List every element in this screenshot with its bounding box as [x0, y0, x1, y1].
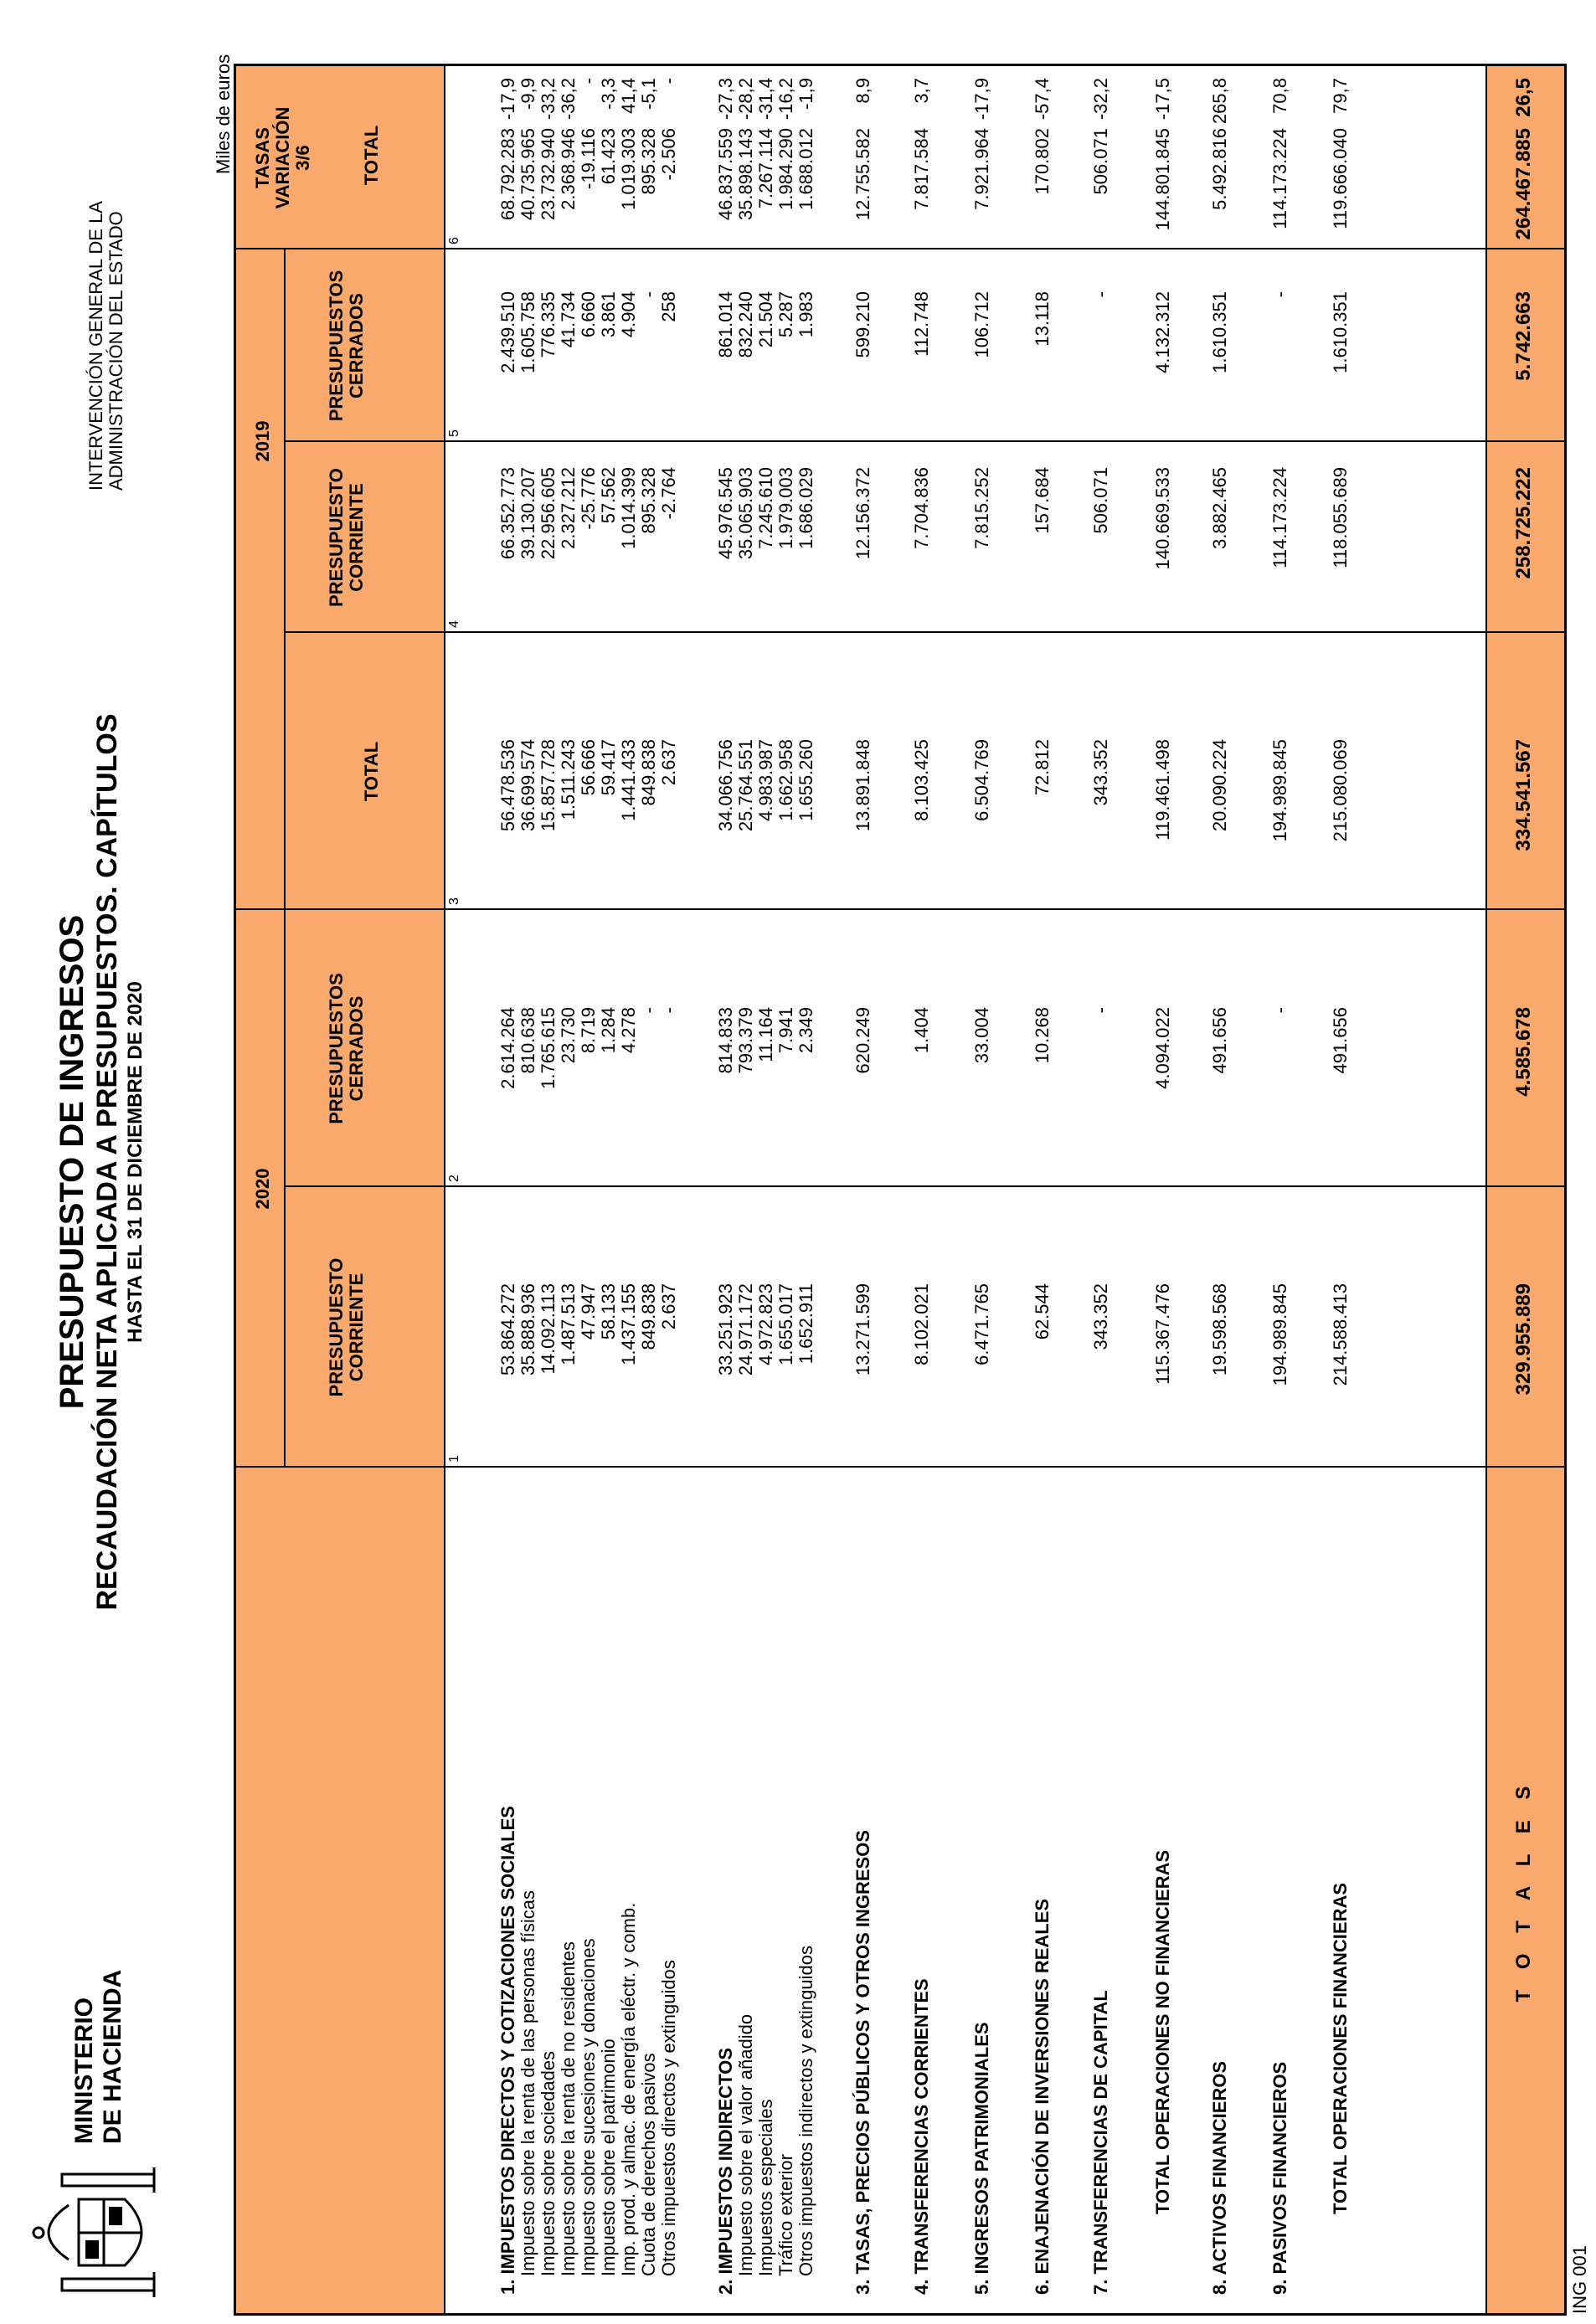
totals-value: 329.955.889 — [1512, 1283, 1535, 1396]
column-divider — [236, 908, 1564, 910]
cell-value: 1.284 — [598, 1007, 619, 1054]
revenue-table — [234, 64, 1567, 2316]
cell-value: 11.164 — [755, 1007, 776, 1062]
cell-value: 12.156.372 — [852, 467, 873, 560]
cell-value: 1.688.012 — [795, 128, 816, 210]
cell-value: 4.972.823 — [755, 1283, 776, 1365]
cell-value: 1.979.003 — [775, 467, 796, 549]
cell-value: 1.441.433 — [618, 739, 639, 821]
cell-value: 8.103.425 — [911, 739, 932, 821]
form-code: ING 001 — [1569, 2245, 1590, 2314]
cell-value: 35.065.903 — [735, 467, 756, 560]
agency-name: INTERVENCIÓN GENERAL DE LA ADMINISTRACIÓN DEL ESTADO — [85, 201, 126, 491]
cell-value: 7.817.584 — [911, 128, 932, 210]
cell-value: - — [658, 1007, 679, 1014]
header-bottom-line — [444, 66, 445, 2313]
cell-value: 40.735.965 — [517, 128, 538, 221]
cell-value: 258 — [658, 291, 679, 322]
cell-value: 5.492.816 — [1209, 128, 1230, 210]
row-label: 4. TRANSFERENCIAS CORRIENTES — [911, 1978, 932, 2295]
cell-value: 14.092.113 — [538, 1283, 559, 1375]
cell-value: 4.278 — [618, 1007, 639, 1054]
column-number: 4 — [447, 620, 461, 628]
cell-value: - — [638, 1007, 659, 1014]
cell-value: 194.989.845 — [1269, 1283, 1290, 1386]
cell-value: 79,7 — [1330, 78, 1351, 114]
cell-value: 8.719 — [578, 1007, 599, 1054]
totals-value: 264.467.885 — [1512, 128, 1535, 240]
totals-value: 5.742.663 — [1512, 291, 1535, 381]
cell-value: 7.245.610 — [755, 467, 776, 549]
cell-value: 41,4 — [618, 78, 639, 114]
cell-value: 4.983.987 — [755, 739, 776, 821]
cell-value: - — [658, 78, 679, 85]
cell-value: -2.764 — [658, 467, 679, 520]
cell-value: 1.655.017 — [775, 1283, 796, 1365]
cell-value: 491.656 — [1330, 1007, 1351, 1074]
cell-value: 214.588.413 — [1330, 1283, 1351, 1386]
cell-value: 895.328 — [638, 467, 659, 534]
row-label: 2. IMPUESTOS INDIRECTOS — [715, 2047, 736, 2295]
row-label: Cuota de derechos pasivos — [638, 2053, 659, 2276]
year-2020-header: 2020 — [252, 1168, 273, 1210]
cell-value: 4.904 — [618, 291, 639, 338]
cell-value: 2.637 — [658, 1283, 679, 1330]
row-label: Impuesto sobre la renta de no residentes — [558, 1941, 579, 2276]
cell-value: 1.014.399 — [618, 467, 639, 549]
column-header-variation: TASAS VARIACIÓN 3/6 — [252, 106, 313, 209]
cell-value: 56.478.536 — [497, 739, 518, 832]
cell-value: 115.367.476 — [1152, 1283, 1173, 1385]
cell-value: 22.956.605 — [538, 467, 559, 560]
cell-value: 23.732.940 — [538, 128, 559, 221]
cell-value: 793.379 — [735, 1007, 756, 1074]
cell-value: 5.287 — [775, 291, 796, 338]
row-label: TOTAL OPERACIONES FINANCIERAS — [1330, 1882, 1351, 2214]
cell-value: 140.669.533 — [1152, 467, 1173, 570]
cell-value: 59.417 — [598, 739, 619, 796]
cell-value: 1.686.029 — [795, 467, 816, 549]
cell-value: 13.118 — [1032, 291, 1053, 347]
cell-value: 144.801.845 — [1152, 128, 1173, 231]
cell-value: -32,2 — [1090, 78, 1111, 121]
cell-value: -27,3 — [715, 78, 736, 121]
cell-value: 53.864.272 — [497, 1283, 518, 1376]
cell-value: 620.249 — [852, 1007, 873, 1074]
row-label: Imp. prod. y almac. de energía eléctr. y comb. — [618, 1902, 639, 2276]
cell-value: 343.352 — [1090, 1283, 1111, 1350]
row-label: 1. IMPUESTOS DIRECTOS Y COTIZACIONES SOCIALES — [497, 1806, 518, 2295]
year-divider — [284, 249, 286, 1468]
cell-value: 41.734 — [558, 291, 579, 348]
row-label: 7. TRANSFERENCIAS DE CAPITAL — [1090, 1990, 1111, 2295]
cell-value: 170.802 — [1032, 128, 1053, 195]
cell-value: - — [1269, 291, 1290, 298]
cell-value: 832.240 — [735, 291, 756, 358]
cell-value: 36.699.574 — [517, 739, 538, 832]
cell-value: 13.271.599 — [852, 1283, 873, 1376]
cell-value: 10.268 — [1032, 1007, 1053, 1064]
column-number: 1 — [447, 1455, 461, 1463]
cell-value: 1.983 — [795, 291, 816, 338]
cell-value: -25.776 — [578, 467, 599, 530]
cell-value: 861.014 — [715, 291, 736, 358]
cell-value: -33,2 — [538, 78, 559, 121]
cell-value: 1.404 — [911, 1007, 932, 1054]
totals-value: 258.725.222 — [1512, 467, 1535, 579]
cell-value: 895.328 — [638, 128, 659, 195]
cell-value: 1.605.758 — [517, 291, 538, 373]
cell-value: 8.102.021 — [911, 1283, 932, 1365]
cell-value: 12.755.582 — [852, 128, 873, 221]
cell-value: -16,2 — [775, 78, 796, 121]
row-label: 6. ENAJENACIÓN DE INVERSIONES REALES — [1032, 1898, 1053, 2295]
cell-value: 25.764.551 — [735, 739, 756, 832]
cell-value: 343.352 — [1090, 739, 1111, 806]
cell-value: 72.812 — [1032, 739, 1053, 796]
row-label: 3. TASAS, PRECIOS PÚBLICOS Y OTROS INGRESOS — [852, 1830, 873, 2295]
cell-value: 118.055.689 — [1330, 467, 1351, 568]
cell-value: 1.662.958 — [775, 739, 796, 821]
cell-value: 70,8 — [1269, 78, 1290, 114]
cell-value: 13.891.848 — [852, 739, 873, 832]
cell-value: - — [1090, 1007, 1111, 1014]
row-label: Impuesto sobre la renta de las personas físicas — [517, 1890, 538, 2276]
cell-value: 23.730 — [558, 1007, 579, 1064]
cell-value: 849.838 — [638, 1283, 659, 1350]
row-label: 9. PASIVOS FINANCIEROS — [1269, 2061, 1290, 2295]
cell-value: 7.921.964 — [971, 128, 992, 210]
cell-value: 21.504 — [755, 291, 776, 348]
column-number: 3 — [447, 897, 461, 905]
cell-value: 506.071 — [1090, 467, 1111, 534]
row-label: Impuesto sobre el valor añadido — [735, 2013, 756, 2276]
cell-value: 6.504.769 — [971, 739, 992, 821]
cell-value: -1,9 — [795, 78, 816, 110]
cell-value: 4.132.312 — [1152, 291, 1173, 373]
cell-value: 1.652.911 — [795, 1283, 816, 1365]
cell-value: - — [1269, 1007, 1290, 1014]
column-header: TOTAL — [361, 741, 382, 802]
totals-value: 334.541.567 — [1512, 739, 1535, 851]
totals-label: T O T A L E S — [1512, 1778, 1535, 2003]
cell-value: 47.947 — [578, 1283, 599, 1340]
totals-value: 4.585.678 — [1512, 1007, 1535, 1097]
cell-value: 599.210 — [852, 291, 873, 358]
row-label: TOTAL OPERACIONES NO FINANCIERAS — [1152, 1849, 1173, 2214]
cell-value: 3.861 — [598, 291, 619, 338]
cell-value: 6.471.765 — [971, 1283, 992, 1365]
cell-value: 1.019.303 — [618, 128, 639, 210]
cell-value: 2.327.212 — [558, 467, 579, 549]
cell-value: 46.837.559 — [715, 128, 736, 221]
cell-value: 56.666 — [578, 739, 599, 796]
cell-value: 68.792.283 — [497, 128, 518, 221]
column-header: PRESUPUESTOS CERRADOS — [326, 270, 367, 422]
cell-value: 3.882.465 — [1209, 467, 1230, 549]
column-divider — [236, 1466, 1564, 1468]
row-label: Impuestos especiales — [755, 2099, 776, 2276]
cell-value: -36,2 — [558, 78, 579, 121]
totals-value: 26,5 — [1512, 78, 1535, 117]
cell-value: 58.133 — [598, 1283, 619, 1340]
cell-value: -17,5 — [1152, 78, 1173, 121]
cell-value: - — [1090, 291, 1111, 298]
column-header: TOTAL — [361, 125, 382, 186]
row-label: 5. INGRESOS PATRIMONIALES — [971, 2022, 992, 2295]
cell-value: -2.506 — [658, 128, 679, 181]
cell-value: 119.461.498 — [1152, 739, 1173, 841]
cell-value: 157.684 — [1032, 467, 1053, 534]
cell-value: 1.984.290 — [775, 128, 796, 210]
cell-value: 2.637 — [658, 739, 679, 786]
cell-value: 2.614.264 — [497, 1007, 518, 1089]
cell-value: 62.544 — [1032, 1283, 1053, 1340]
report-date: HASTA EL 31 DE DICIEMBRE DE 2020 — [124, 981, 147, 1343]
cell-value: 814.833 — [715, 1007, 736, 1074]
cell-value: 194.989.845 — [1269, 739, 1290, 842]
cell-value: 1.765.615 — [538, 1007, 559, 1089]
cell-value: 7.704.836 — [911, 467, 932, 549]
cell-value: - — [638, 291, 659, 298]
cell-value: 19.598.568 — [1209, 1283, 1230, 1376]
column-number: 2 — [447, 1175, 461, 1182]
cell-value: 1.487.513 — [558, 1283, 579, 1365]
cell-value: -28,2 — [735, 78, 756, 121]
cell-value: 2.439.510 — [497, 291, 518, 373]
cell-value: -17,9 — [497, 78, 518, 121]
cell-value: 3,7 — [911, 78, 932, 104]
cell-value: 776.335 — [538, 291, 559, 358]
cell-value: 61.423 — [598, 128, 619, 185]
cell-value: 33.251.923 — [715, 1283, 736, 1376]
cell-value: 1.610.351 — [1209, 291, 1230, 373]
cell-value: 119.666.040 — [1330, 128, 1351, 229]
row-label: 8. ACTIVOS FINANCIEROS — [1209, 2060, 1230, 2295]
cell-value: 849.838 — [638, 739, 659, 806]
cell-value: 57.562 — [598, 467, 619, 524]
cell-value: 7.815.252 — [971, 467, 992, 549]
cell-value: 66.352.773 — [497, 467, 518, 560]
units-label: Miles de euros — [213, 54, 234, 174]
row-label: Impuesto sobre el patrimonio — [598, 2039, 619, 2276]
column-header: PRESUPUESTO CORRIENTE — [326, 468, 367, 607]
cell-value: -31,4 — [755, 78, 776, 121]
cell-value: 106.712 — [971, 291, 992, 358]
cell-value: 114.173.224 — [1269, 128, 1290, 229]
cell-value: -17,9 — [971, 78, 992, 121]
cell-value: 1.610.351 — [1330, 291, 1351, 373]
cell-value: 7.941 — [775, 1007, 796, 1054]
cell-value: 34.066.756 — [715, 739, 736, 832]
cell-value: 1.437.155 — [618, 1283, 639, 1365]
cell-value: 114.173.224 — [1269, 467, 1290, 568]
cell-value: 24.971.172 — [735, 1283, 756, 1376]
row-label: Otros impuestos indirectos y extinguidos — [795, 1946, 816, 2276]
year-2019-header: 2019 — [252, 420, 273, 462]
cell-value: 35.898.143 — [735, 128, 756, 221]
cell-value: -5,1 — [638, 78, 659, 110]
cell-value: -57,4 — [1032, 78, 1053, 121]
cell-value: 39.130.207 — [517, 467, 538, 560]
cell-value: 20.090.224 — [1209, 739, 1230, 832]
cell-value: 45.976.545 — [715, 467, 736, 560]
cell-value: -19.116 — [578, 128, 599, 189]
cell-value: 7.267.114 — [755, 128, 776, 209]
cell-value: 112.748 — [911, 291, 932, 357]
totals-top-line — [1485, 66, 1487, 2313]
row-label: Impuesto sobre sucesiones y donaciones — [578, 1938, 599, 2276]
cell-value: 506.071 — [1090, 128, 1111, 195]
column-number: 6 — [447, 237, 461, 244]
cell-value: 1.511.243 — [558, 739, 579, 820]
row-label: Tráfico exterior — [775, 2154, 796, 2276]
page-subtitle: RECAUDACIÓN NETA APLICADA A PRESUPUESTOS. CAPÍTULOS — [91, 713, 123, 1611]
cell-value: 2.368.946 — [558, 128, 579, 210]
ministry-name: MINISTERIO DE HACIENDA — [70, 1969, 126, 2144]
column-divider — [236, 248, 1564, 249]
cell-value: 265,8 — [1209, 78, 1230, 125]
row-label: Otros impuestos directos y extinguidos — [658, 1960, 679, 2276]
cell-value: 4.094.022 — [1152, 1007, 1173, 1089]
page-title: PRESUPUESTO DE INGRESOS — [54, 914, 90, 1410]
column-header: PRESUPUESTOS CERRADOS — [326, 973, 367, 1124]
cell-value: 6.660 — [578, 291, 599, 338]
cell-value: - — [578, 78, 599, 85]
cell-value: 8,9 — [852, 78, 873, 104]
cell-value: 2.349 — [795, 1007, 816, 1054]
cell-value: 215.080.069 — [1330, 739, 1351, 842]
column-header: PRESUPUESTO CORRIENTE — [326, 1257, 367, 1397]
cell-value: -9,9 — [517, 78, 538, 110]
cell-value: 15.857.728 — [538, 739, 559, 832]
cell-value: 491.656 — [1209, 1007, 1230, 1074]
cell-value: 810.638 — [517, 1007, 538, 1074]
cell-value: 35.888.936 — [517, 1283, 538, 1376]
column-number: 5 — [447, 429, 461, 437]
cell-value: 1.655.260 — [795, 739, 816, 821]
cell-value: 33.004 — [971, 1007, 992, 1064]
row-label: Impuesto sobre sociedades — [538, 2050, 559, 2276]
cell-value: -3,3 — [598, 78, 619, 110]
